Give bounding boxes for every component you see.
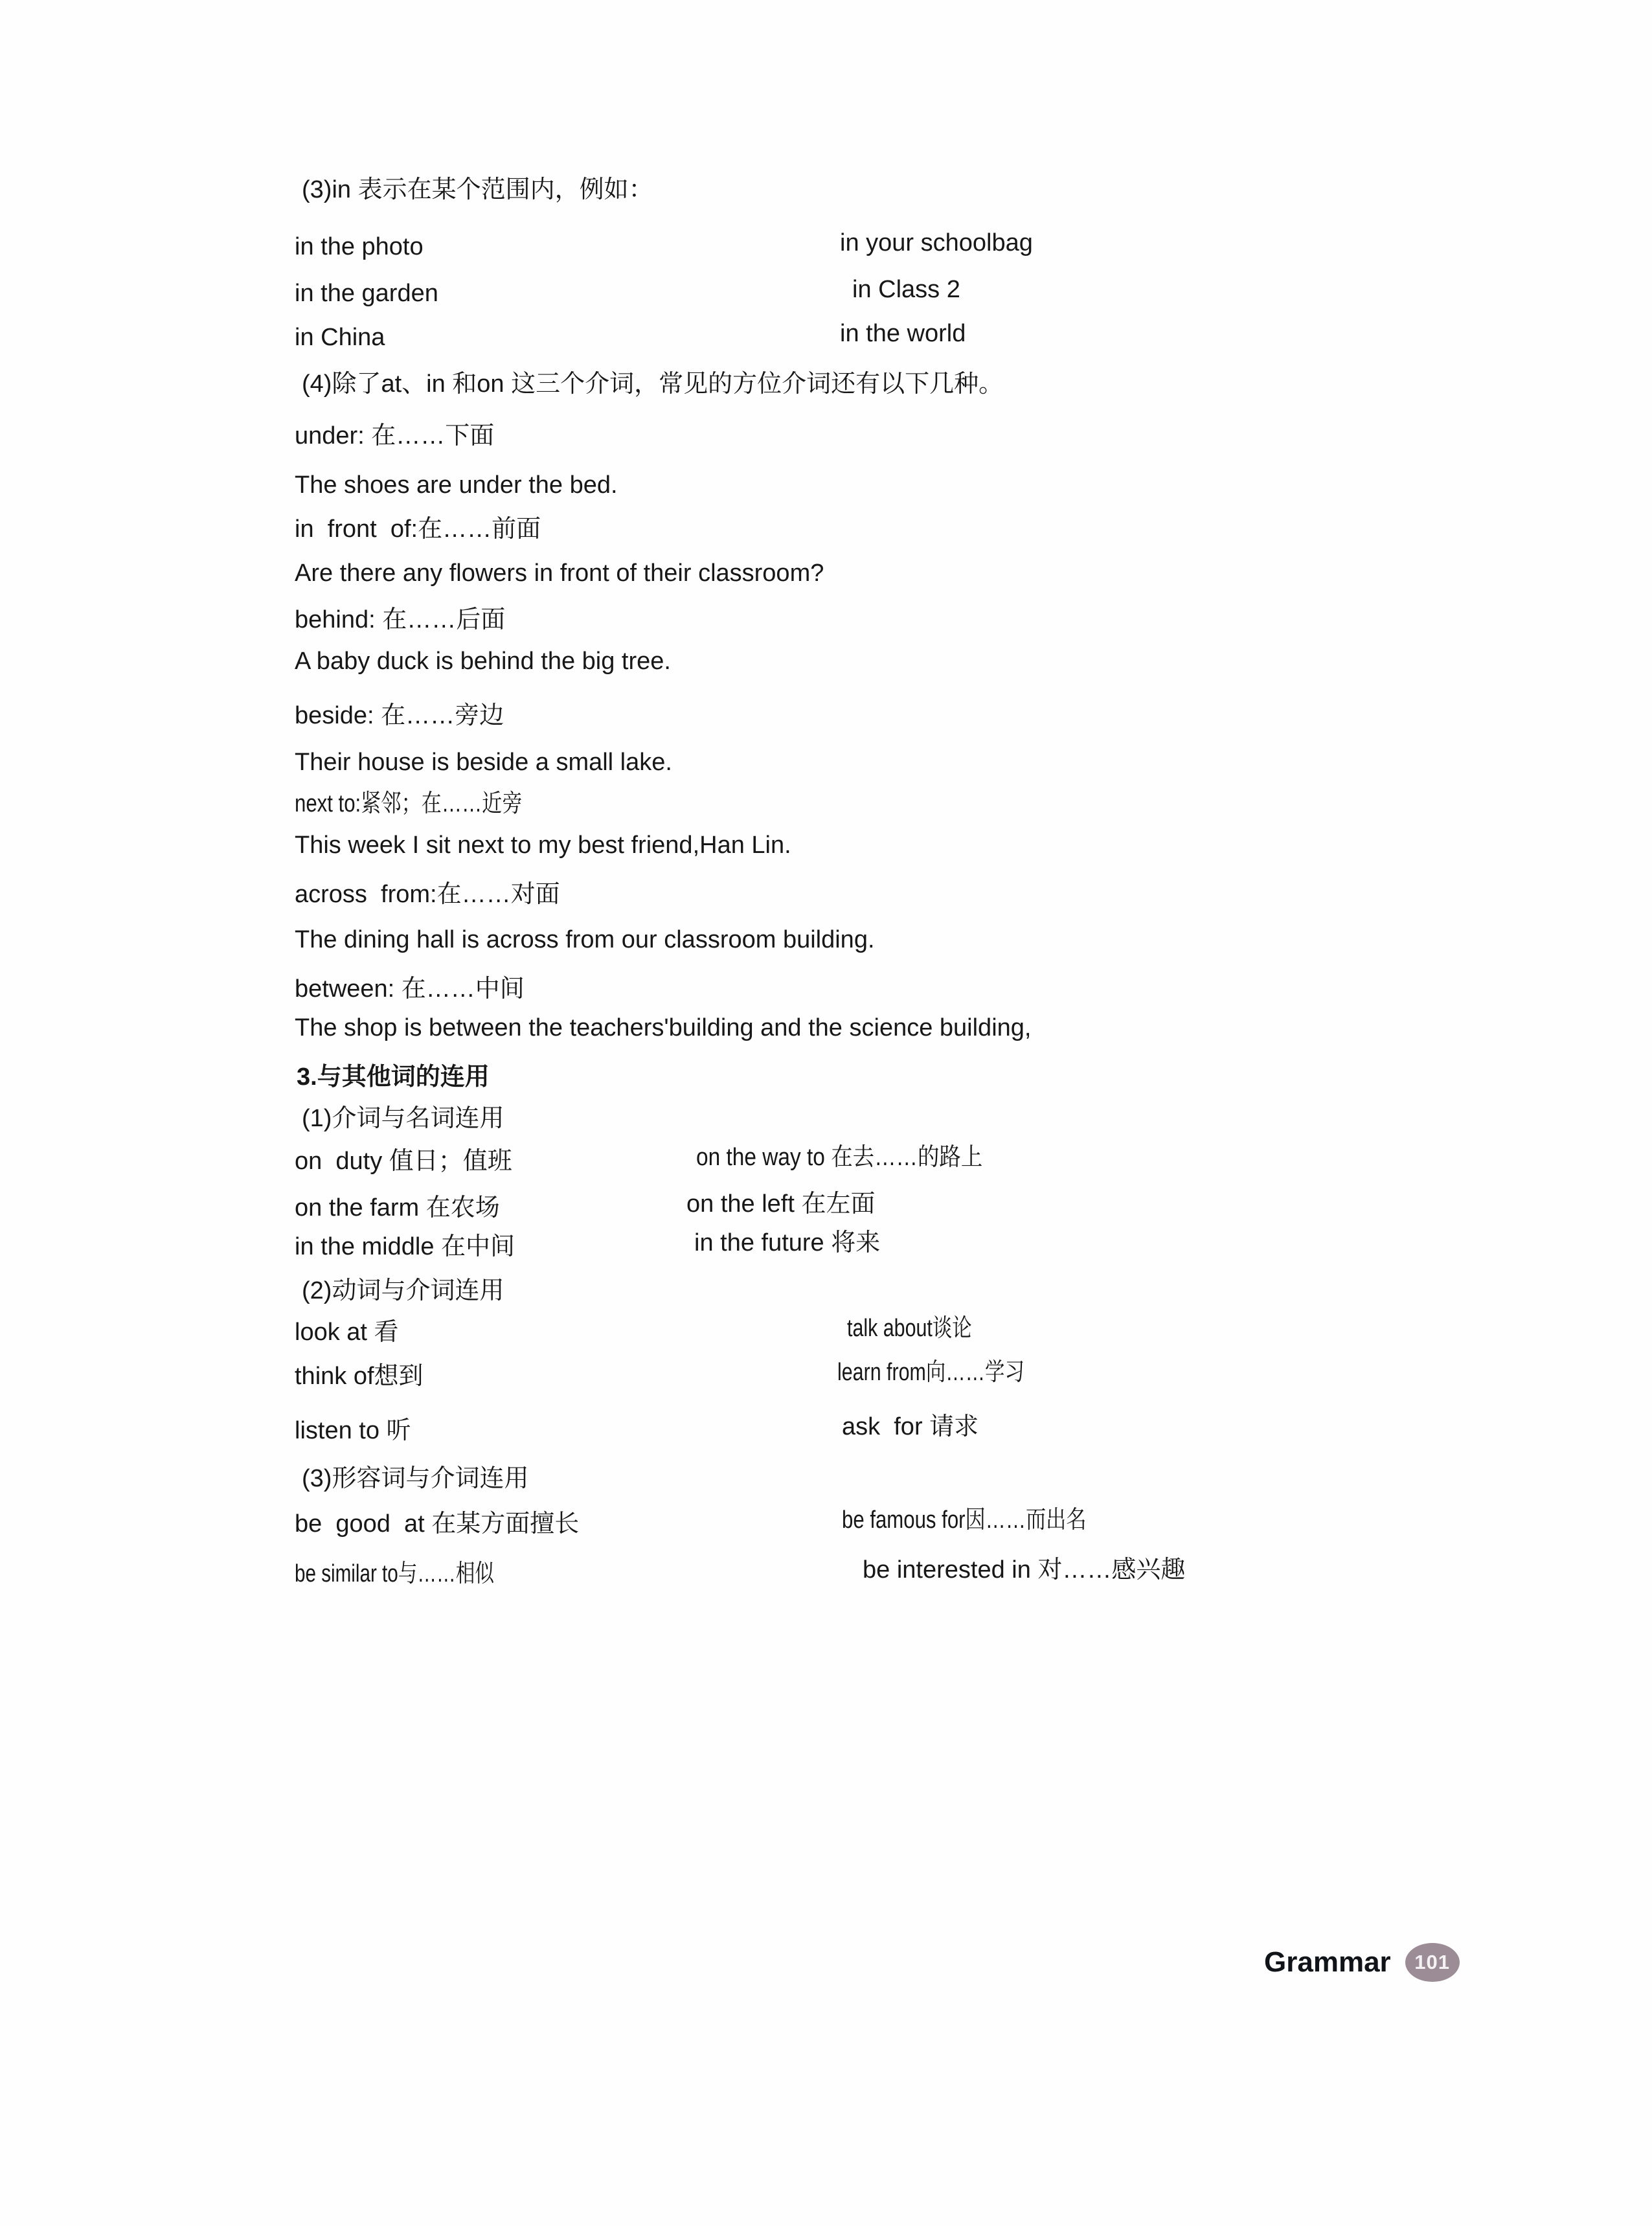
- prep-example-beside: Their house is beside a small lake.: [295, 749, 672, 776]
- noun-pair-left-3: in the middle 在中间: [295, 1233, 515, 1260]
- prep-term-between: between: 在……中间: [295, 975, 525, 1003]
- verb-pair-left-2: think of想到: [295, 1363, 424, 1390]
- adj-pair-left-2: be similar to与……相似: [295, 1560, 494, 1587]
- adj-pair-right-1: be famous for因……而出名: [842, 1506, 1087, 1534]
- prep-example-under: The shoes are under the bed.: [295, 471, 618, 499]
- prep-term-in-front-of: in front of:在……前面: [295, 516, 541, 543]
- collocations-title: 3.与其他词的连用: [297, 1063, 490, 1091]
- adj-collocation-heading: (3)形容词与介词连用: [302, 1465, 529, 1492]
- adj-pair-left-1: be good at 在某方面擅长: [295, 1510, 580, 1538]
- noun-pair-right-2: on the left 在左面: [686, 1190, 876, 1218]
- verb-pair-left-1: look at 看: [295, 1319, 399, 1346]
- prep-example-between: The shop is between the teachers'building and the science building,: [295, 1014, 1032, 1041]
- page-number: 101: [1414, 1951, 1451, 1973]
- prep-term-behind: behind: 在……后面: [295, 606, 506, 633]
- adj-pair-right-2: be interested in 对……感兴趣: [863, 1556, 1186, 1584]
- in-example-left-3: in China: [295, 324, 385, 351]
- noun-pair-left-2: on the farm 在农场: [295, 1194, 500, 1221]
- section-preps-heading: (4)除了at、in 和on 这三个介词，常见的方位介词还有以下几种。: [302, 370, 1004, 398]
- prep-example-across-from: The dining hall is across from our classroom building.: [295, 926, 875, 953]
- section-in-heading: (3)in 表示在某个范围内，例如：: [302, 176, 653, 203]
- in-example-right-2: in Class 2: [852, 276, 960, 303]
- verb-collocation-heading: (2)动词与介词连用: [302, 1277, 504, 1304]
- prep-example-next-to: This week I sit next to my best friend,Han Lin.: [295, 832, 791, 859]
- footer-section-label: Grammar: [1264, 1946, 1391, 1978]
- prep-term-across-from: across from:在……对面: [295, 881, 560, 908]
- noun-pair-left-1: on duty 值日；值班: [295, 1148, 512, 1175]
- noun-pair-right-3: in the future 将来: [694, 1229, 881, 1256]
- page-number-badge: [1405, 1943, 1460, 1982]
- in-example-right-1: in your schoolbag: [840, 229, 1033, 256]
- prep-example-behind: A baby duck is behind the big tree.: [295, 648, 671, 675]
- in-example-left-1: in the photo: [295, 233, 424, 260]
- noun-pair-right-1: on the way to 在去……的路上: [696, 1144, 983, 1171]
- verb-pair-right-1: talk about谈论: [847, 1315, 972, 1342]
- in-example-left-2: in the garden: [295, 280, 438, 307]
- verb-pair-left-3: listen to 听: [295, 1417, 411, 1444]
- prep-term-next-to: next to:紧邻；在……近旁: [295, 790, 523, 817]
- prep-term-beside: beside: 在……旁边: [295, 702, 504, 729]
- verb-pair-right-3: ask for 请求: [842, 1413, 979, 1440]
- in-example-right-3: in the world: [840, 320, 966, 347]
- prep-example-in-front-of: Are there any flowers in front of their classroom?: [295, 560, 824, 587]
- noun-collocation-heading: (1)介词与名词连用: [302, 1105, 504, 1132]
- prep-term-under: under: 在……下面: [295, 422, 495, 449]
- verb-pair-right-2: learn from向……学习: [837, 1359, 1024, 1386]
- page-footer: [1264, 1943, 1460, 1982]
